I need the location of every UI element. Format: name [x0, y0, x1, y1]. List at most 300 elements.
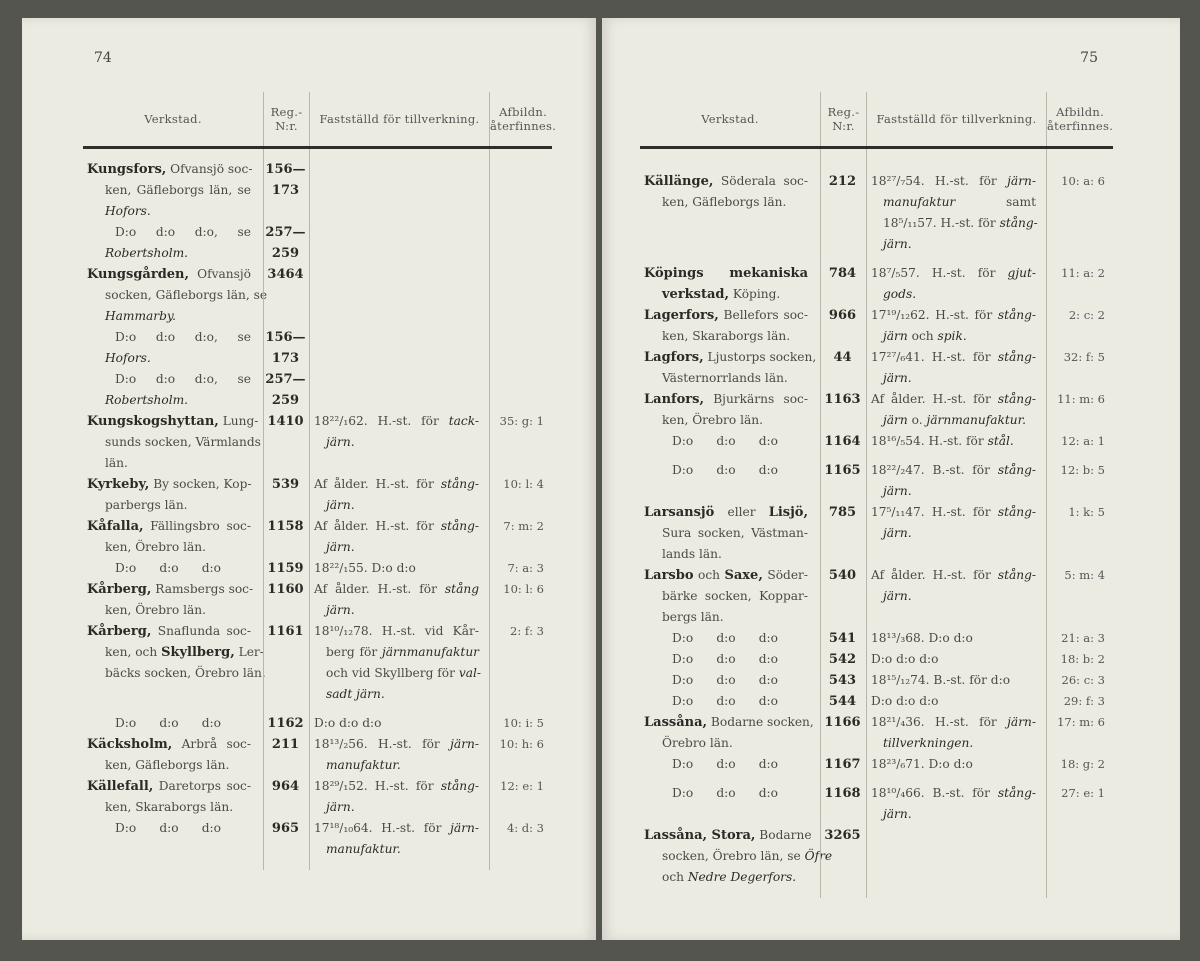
- text: 18²³/₆71. D:o d:o: [871, 757, 973, 771]
- works-name: Kyrkeby,: [87, 477, 150, 492]
- reg-number: [820, 171, 865, 255]
- faststalld-cell: [865, 783, 1044, 825]
- italic-text: stång-: [997, 568, 1036, 582]
- afbildn-ref-line: 29: f: 3: [1063, 694, 1105, 708]
- text-line: [314, 818, 479, 839]
- table-header: [83, 92, 557, 149]
- table-row: [640, 502, 1113, 565]
- italic-text: järn: [883, 329, 908, 343]
- text-line: [87, 537, 251, 558]
- afbildn-ref: [487, 159, 552, 222]
- text-line: [871, 712, 1036, 733]
- faststalld-cell: [308, 516, 487, 558]
- text-line: [644, 171, 808, 192]
- reg-number-line: 544: [828, 694, 857, 709]
- reg-number: [820, 431, 865, 452]
- text-line: [87, 327, 251, 348]
- italic-text: järn.: [326, 435, 355, 449]
- faststalld-cell: [308, 327, 487, 369]
- text-line: [314, 558, 479, 579]
- header-verkstad: Verkstad.: [640, 92, 821, 146]
- afbildn-ref: [1044, 712, 1113, 754]
- reg-number-line: 173: [271, 183, 300, 198]
- afbildn-ref-line: 10: l: 6: [503, 582, 544, 596]
- text-line: [314, 839, 479, 860]
- afbildn-ref: [487, 411, 552, 474]
- text: D:o d:o d:o, se: [115, 330, 251, 344]
- text: Örebro län.: [662, 736, 733, 750]
- table-row: [640, 171, 1113, 255]
- works-name: verkstad,: [662, 287, 730, 302]
- faststalld-cell: [865, 691, 1044, 712]
- page-number: 74: [94, 50, 112, 66]
- text: Lung-: [218, 414, 259, 428]
- reg-number-line: 541: [828, 631, 857, 646]
- text: D:o d:o d:o: [115, 561, 221, 575]
- italic-text: stång-: [440, 779, 479, 793]
- afbildn-ref-line: 21: a: 3: [1061, 631, 1105, 645]
- text-line: [871, 523, 1036, 544]
- italic-text: järn.: [883, 589, 912, 603]
- text: ken, Skaraborgs län.: [662, 329, 791, 343]
- text-line: [871, 389, 1036, 410]
- italic-text: järnmanufaktur: [382, 645, 479, 659]
- works-name: Kungsfors,: [87, 162, 167, 177]
- afbildn-ref: [1044, 431, 1113, 452]
- verkstad-cell: [640, 825, 833, 888]
- works-name: Kårberg,: [87, 624, 152, 639]
- italic-text: järnmanufaktur.: [926, 413, 1026, 427]
- reg-number: [263, 734, 308, 776]
- text-line: [644, 284, 808, 305]
- text-line: [871, 431, 1036, 452]
- works-name: Larsansjö: [644, 505, 715, 520]
- table-row: [83, 411, 552, 474]
- verkstad-cell: [640, 305, 820, 347]
- text-line: [87, 579, 254, 600]
- text-line: [87, 558, 251, 579]
- text: eller: [714, 505, 769, 519]
- faststalld-cell: [308, 369, 487, 411]
- text: ken, Gäfleborgs län, se: [105, 183, 251, 197]
- verkstad-cell: [83, 411, 263, 474]
- faststalld-cell: [865, 431, 1044, 452]
- header-afbildn: Afbildn. återfinnes.: [490, 105, 557, 133]
- text-line: [644, 825, 812, 846]
- table-header: [640, 92, 1113, 149]
- italic-text: stång-: [997, 350, 1036, 364]
- faststalld-cell: [308, 222, 487, 264]
- afbildn-ref: [487, 818, 552, 860]
- text: Bellefors soc-: [718, 308, 808, 322]
- afbildn-ref: [487, 516, 552, 558]
- reg-number-line: 1158: [267, 519, 304, 534]
- text-line: [871, 284, 1036, 305]
- faststalld-cell: [865, 628, 1044, 649]
- text: lands län.: [662, 547, 722, 561]
- italic-text: stång-: [997, 505, 1036, 519]
- afbildn-ref: [487, 327, 552, 369]
- verkstad-cell: [640, 712, 820, 754]
- faststalld-cell: [865, 502, 1044, 565]
- italic-text: tack-: [448, 414, 479, 428]
- text-line: [644, 733, 808, 754]
- reg-number-line: 1162: [267, 716, 304, 731]
- text-line: [314, 411, 479, 432]
- text-line: [314, 579, 479, 600]
- verkstad-cell: [83, 264, 268, 327]
- header-reg: Reg.- N:r.: [264, 92, 310, 146]
- text: Söderala soc-: [713, 174, 808, 188]
- verkstad-cell: [83, 579, 263, 621]
- afbildn-ref: [1044, 783, 1113, 825]
- text-line: [314, 684, 479, 705]
- afbildn-ref: [1044, 825, 1113, 888]
- text: D:o d:o d:o: [672, 673, 778, 687]
- text-line: [87, 348, 251, 369]
- table-row: [640, 825, 1113, 888]
- afbildn-ref: [1044, 691, 1113, 712]
- reg-number-line: 257—: [265, 225, 306, 240]
- italic-text: järn-: [1007, 174, 1036, 188]
- works-name: Källänge,: [644, 174, 714, 189]
- afbildn-ref-line: 5: m: 4: [1064, 568, 1105, 582]
- text-line: [871, 649, 1036, 670]
- reg-number-line: 964: [271, 779, 300, 794]
- text-line: [871, 502, 1036, 523]
- table-row: [640, 389, 1113, 431]
- table-row: [83, 734, 552, 776]
- faststalld-cell: [865, 649, 1044, 670]
- text-line: [644, 368, 808, 389]
- italic-text: järn-: [450, 737, 479, 751]
- text-line: [644, 305, 808, 326]
- text-line: [87, 180, 251, 201]
- text: bärke socken, Koppar-: [662, 589, 808, 603]
- afbildn-ref: [1044, 305, 1113, 347]
- table-row: [83, 327, 552, 369]
- table-row: [640, 347, 1113, 389]
- verkstad-cell: [83, 369, 263, 411]
- reg-number-line: 1160: [267, 582, 304, 597]
- text: Köping.: [729, 287, 781, 301]
- afbildn-ref-line: 2: f: 3: [510, 624, 544, 638]
- italic-text: stång-: [999, 216, 1038, 230]
- table-row: [83, 579, 552, 621]
- text: D:o d:o d:o, se: [115, 372, 251, 386]
- reg-number-line: 173: [271, 351, 300, 366]
- text-line: [644, 460, 808, 481]
- text: 18²²/₁55. D:o d:o: [314, 561, 416, 575]
- text: 18¹⁰/₁₂78. H.-st. vid Kår-: [314, 624, 479, 638]
- header-afbildn: Afbildn. återfinnes.: [1047, 105, 1114, 133]
- text-line: [871, 670, 1036, 691]
- verkstad-cell: [83, 159, 263, 222]
- reg-number-line: 1167: [824, 757, 861, 772]
- text-line: [314, 642, 479, 663]
- reg-number-line: 539: [271, 477, 300, 492]
- afbildn-ref: [487, 713, 552, 734]
- afbildn-ref: [1044, 565, 1113, 628]
- text: Ofvansjö: [189, 267, 251, 281]
- text: 17²⁷/₆41. H.-st. för: [871, 350, 998, 364]
- table-row: [640, 783, 1113, 825]
- reg-number: [263, 327, 308, 369]
- text: 17¹⁹/₁₂62. H.-st. för: [871, 308, 998, 322]
- text-line: [314, 495, 479, 516]
- text: 18¹³/₃68. D:o d:o: [871, 631, 973, 645]
- text: D:o d:o d:o: [871, 694, 939, 708]
- text-line: [871, 192, 1036, 213]
- italic-text: gods.: [883, 287, 917, 301]
- reg-number: [820, 691, 865, 712]
- text-line: [314, 755, 479, 776]
- text-line: [87, 495, 251, 516]
- faststalld-cell: [865, 670, 1044, 691]
- text: 17⁵/₁₁47. H.-st. för: [871, 505, 998, 519]
- text-line: [871, 213, 1036, 234]
- text-line: [644, 523, 808, 544]
- works-name: Källefall,: [87, 779, 154, 794]
- reg-number-line: 785: [828, 505, 857, 520]
- afbildn-ref-line: 1: k: 5: [1068, 505, 1105, 519]
- text-line: [644, 192, 808, 213]
- text: Söder-: [762, 568, 808, 582]
- text: 18⁵/₁₁57. H.-st. för: [883, 216, 1000, 230]
- text: 18²⁹/₁52. H.-st. för: [314, 779, 441, 793]
- text-line: [871, 368, 1036, 389]
- works-name: Kungskogshyttan,: [87, 414, 219, 429]
- text-line: [87, 621, 251, 642]
- text-line: [314, 621, 479, 642]
- text-line: [87, 600, 251, 621]
- afbildn-ref-line: 18: b: 2: [1060, 652, 1105, 666]
- text-line: [87, 474, 251, 495]
- verkstad-cell: [640, 670, 820, 691]
- faststalld-cell: [865, 305, 1044, 347]
- text-line: [871, 565, 1036, 586]
- works-name: Kårberg,: [87, 582, 152, 597]
- verkstad-cell: [640, 389, 820, 431]
- reg-number-line: 1159: [267, 561, 304, 576]
- faststalld-cell: [308, 713, 487, 734]
- afbildn-ref: [487, 222, 552, 264]
- faststalld-cell: [308, 558, 487, 579]
- italic-text: Hofors.: [105, 351, 151, 365]
- text-line: [871, 586, 1036, 607]
- works-name: Lanfors,: [644, 392, 704, 407]
- table-row: [83, 621, 552, 705]
- verkstad-cell: [640, 171, 820, 255]
- text: Snaflunda soc-: [151, 624, 251, 638]
- text: ken, och: [105, 645, 162, 659]
- text: D:o d:o d:o: [871, 652, 939, 666]
- afbildn-ref-line: 32: f: 5: [1063, 350, 1105, 364]
- text: 17¹⁸/₁₀64. H.-st. för: [314, 821, 451, 835]
- text-line: [87, 285, 268, 306]
- faststalld-cell: [308, 411, 487, 474]
- text: Bodarne: [755, 828, 812, 842]
- text-line: [644, 502, 808, 523]
- text-line: [314, 797, 479, 818]
- text: socken, Örebro län, se: [662, 849, 805, 863]
- register-table: [83, 92, 557, 860]
- text-line: [314, 537, 479, 558]
- text-line: [87, 243, 251, 264]
- text: D:o d:o d:o: [672, 434, 778, 448]
- text: Ljustorps socken,: [703, 350, 817, 364]
- faststalld-cell: [308, 621, 487, 705]
- afbildn-ref-line: 18: g: 2: [1060, 757, 1105, 771]
- italic-text: järn.: [326, 540, 355, 554]
- text-line: [871, 733, 1036, 754]
- italic-text: val-: [458, 666, 481, 680]
- text: D:o d:o d:o: [672, 463, 778, 477]
- text-line: [644, 263, 808, 284]
- page-number: 75: [1080, 50, 1098, 66]
- italic-text: järn.: [883, 807, 912, 821]
- reg-number-line: 540: [828, 568, 857, 583]
- works-name: Köpings mekaniska: [644, 266, 808, 281]
- text-line: [644, 389, 808, 410]
- text-line: [314, 432, 479, 453]
- text-line: [87, 453, 251, 474]
- text: o.: [907, 413, 927, 427]
- text: By socken, Kop-: [149, 477, 252, 491]
- text-line: [644, 846, 833, 867]
- text-line: [644, 410, 808, 431]
- text: 18²¹/₄36. H.-st. för: [871, 715, 1008, 729]
- text: Af ålder. H.-st. för: [314, 582, 445, 596]
- table-row: [640, 565, 1113, 628]
- italic-text: manufaktur: [883, 195, 956, 209]
- text: parbergs län.: [105, 498, 188, 512]
- table-row: [83, 516, 552, 558]
- text: ken, Gäfleborgs län.: [105, 758, 230, 772]
- italic-text: stång-: [997, 308, 1036, 322]
- text-line: [314, 734, 479, 755]
- text-line: [87, 411, 259, 432]
- text-line: [644, 586, 808, 607]
- table-row: [83, 369, 552, 411]
- table-row: [83, 818, 552, 860]
- text: 18¹³/₂56. H.-st. för: [314, 737, 451, 751]
- afbildn-ref: [1044, 754, 1113, 775]
- afbildn-ref: [1044, 628, 1113, 649]
- afbildn-ref: [1044, 460, 1113, 502]
- text: Ofvansjö soc-: [166, 162, 253, 176]
- text: Af ålder. H.-st. för: [871, 568, 998, 582]
- text: bergs län.: [662, 610, 724, 624]
- afbildn-ref-line: 7: a: 3: [507, 561, 544, 575]
- text: 18²²/₁62. H.-st. för: [314, 414, 449, 428]
- text: bäcks socken, Örebro län.: [105, 666, 266, 680]
- reg-number: [820, 628, 865, 649]
- italic-text: Robertsholm.: [105, 393, 189, 407]
- table-row: [83, 474, 552, 516]
- text-line: [87, 201, 251, 222]
- faststalld-cell: [308, 818, 487, 860]
- reg-number: [263, 818, 308, 860]
- afbildn-ref-line: 12: a: 1: [1061, 434, 1105, 448]
- text: 18¹⁰/₄66. B.-st. för: [871, 786, 998, 800]
- reg-number-line: 543: [828, 673, 857, 688]
- faststalld-cell: [865, 565, 1044, 628]
- reg-number: [820, 712, 865, 754]
- reg-number-line: 966: [828, 308, 857, 323]
- reg-number: [263, 411, 308, 474]
- italic-text: järn.: [326, 498, 355, 512]
- register-table: [640, 92, 1113, 888]
- text-line: [87, 818, 251, 839]
- reg-number: [820, 649, 865, 670]
- table-body: [83, 149, 552, 860]
- text: D:o d:o d:o: [314, 716, 382, 730]
- text-line: [871, 347, 1036, 368]
- text-line: [871, 691, 1036, 712]
- text-line: [871, 804, 1036, 825]
- text-line: [87, 755, 251, 776]
- verkstad-cell: [640, 431, 820, 452]
- verkstad-cell: [640, 502, 820, 565]
- text-line: [644, 347, 817, 368]
- text-line: [314, 776, 479, 797]
- reg-number-line: 1163: [824, 392, 861, 407]
- header-faststalld: Fastställd för tillverkning.: [867, 92, 1047, 146]
- table-row: [83, 159, 552, 222]
- verkstad-cell: [640, 628, 820, 649]
- text: 18²⁷/₇54. H.-st. för: [871, 174, 1008, 188]
- reg-number: [263, 558, 308, 579]
- verkstad-cell: [640, 347, 820, 389]
- verkstad-cell: [640, 783, 820, 825]
- table-row: [640, 263, 1113, 305]
- reg-number: [263, 369, 308, 411]
- text-line: [87, 264, 251, 285]
- reg-number-line: 1410: [267, 414, 304, 429]
- text-line: [871, 410, 1036, 431]
- verkstad-cell: [83, 621, 266, 705]
- reg-number-line: 1161: [267, 624, 304, 639]
- reg-number: [820, 305, 865, 347]
- afbildn-ref: [487, 621, 552, 705]
- verkstad-cell: [83, 776, 263, 818]
- italic-text: stång-: [997, 463, 1036, 477]
- text-line: [644, 670, 808, 691]
- reg-number-line: 259: [271, 246, 300, 261]
- italic-text: järn.: [326, 800, 355, 814]
- reg-number-line: 1165: [824, 463, 861, 478]
- reg-number-line: 3265: [824, 828, 861, 843]
- reg-number-line: 211: [271, 737, 300, 752]
- text: Västernorrlands län.: [662, 371, 788, 385]
- text-line: [644, 691, 808, 712]
- reg-number: [820, 670, 865, 691]
- table-row: [83, 776, 552, 818]
- reg-number-line: 212: [828, 174, 857, 189]
- italic-text: järn-: [450, 821, 479, 835]
- left-page: [22, 18, 596, 940]
- afbildn-ref: [487, 369, 552, 411]
- text: D:o d:o d:o: [672, 694, 778, 708]
- afbildn-ref: [487, 776, 552, 818]
- italic-text: stång: [444, 582, 479, 596]
- works-name: Skyllberg,: [161, 645, 235, 660]
- text: D:o d:o d:o: [672, 652, 778, 666]
- text-line: [644, 431, 808, 452]
- text: och: [907, 329, 938, 343]
- italic-text: järn.: [883, 237, 912, 251]
